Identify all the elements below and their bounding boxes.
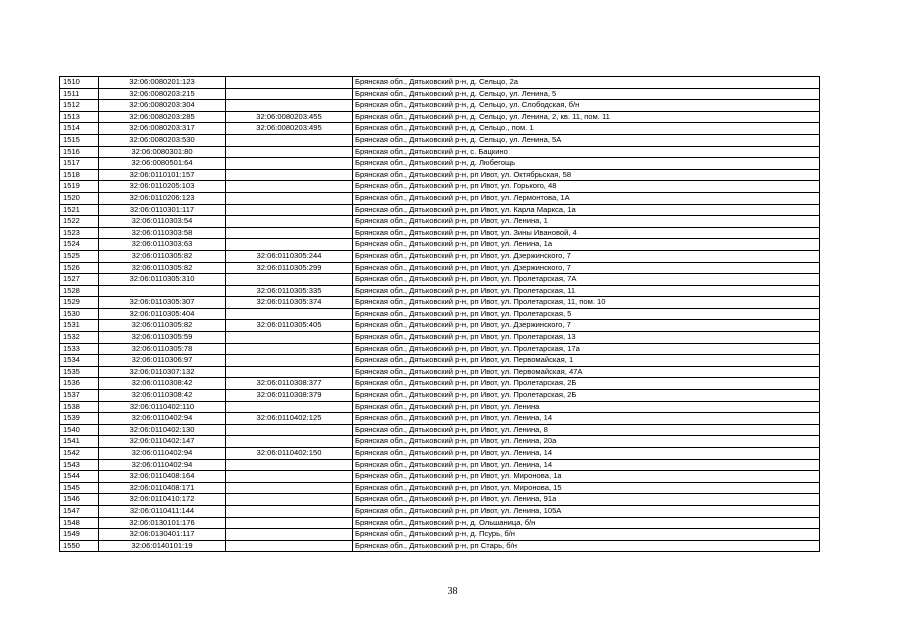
cadastral-number-cell: 32:06:0130401:117: [99, 529, 226, 541]
table-row: [60, 471, 820, 483]
row-number-cell: 1528: [60, 285, 99, 297]
premises-cadastral-number-cell: [226, 146, 353, 158]
premises-cadastral-number-cell: [226, 158, 353, 170]
table-row: [60, 413, 820, 425]
premises-cadastral-number-cell: [226, 529, 353, 541]
address-cell: Брянская обл., Дятьковский р-н, рп Ивот, ул. Октябрьская, 58: [353, 169, 820, 181]
row-number-cell: 1519: [60, 181, 99, 193]
row-number-cell: 1549: [60, 529, 99, 541]
cadastral-number-cell: 32:06:0110305:310: [99, 274, 226, 286]
address-cell: Брянская обл., Дятьковский р-н, рп Ивот, ул. Первомайская, 1: [353, 355, 820, 367]
row-number-cell: 1523: [60, 227, 99, 239]
table-row: [60, 146, 820, 158]
cadastral-number-cell: 32:06:0110410:172: [99, 494, 226, 506]
cadastral-number-cell: 32:06:0110305:82: [99, 320, 226, 332]
row-number-cell: 1539: [60, 413, 99, 425]
premises-cadastral-number-cell: [226, 332, 353, 344]
table-row: [60, 204, 820, 216]
row-number-cell: 1533: [60, 343, 99, 355]
table-row: [60, 297, 820, 309]
table-row: [60, 262, 820, 274]
row-number-cell: 1537: [60, 390, 99, 402]
address-cell: Брянская обл., Дятьковский р-н, рп Ивот, ул. Первомайская, 47А: [353, 366, 820, 378]
row-number-cell: 1517: [60, 158, 99, 170]
table-row: [60, 494, 820, 506]
table-row: [60, 343, 820, 355]
cadastral-number-cell: 32:06:0110305:78: [99, 343, 226, 355]
table-row: [60, 424, 820, 436]
row-number-cell: 1513: [60, 111, 99, 123]
address-cell: Брянская обл., Дятьковский р-н, рп Ивот, ул. Ленина, 1а: [353, 239, 820, 251]
table-row: [60, 320, 820, 332]
row-number-cell: 1527: [60, 274, 99, 286]
premises-cadastral-number-cell: 32:06:0110305:405: [226, 320, 353, 332]
cadastral-number-cell: 32:06:0110408:171: [99, 482, 226, 494]
table-row: [60, 285, 820, 297]
table-row: [60, 123, 820, 135]
premises-cadastral-number-cell: 32:06:0080203:495: [226, 123, 353, 135]
row-number-cell: 1544: [60, 471, 99, 483]
address-cell: Брянская обл., Дятьковский р-н, рп Ивот, ул. Дзержинского, 7: [353, 250, 820, 262]
premises-cadastral-number-cell: [226, 88, 353, 100]
table-row: [60, 250, 820, 262]
table-row: [60, 227, 820, 239]
cadastral-number-cell: 32:06:0080301:80: [99, 146, 226, 158]
cadastral-number-cell: 32:06:0080203:530: [99, 134, 226, 146]
row-number-cell: 1546: [60, 494, 99, 506]
table-row: [60, 181, 820, 193]
address-cell: Брянская обл., Дятьковский р-н, д. Ольшаница, б/н: [353, 517, 820, 529]
cadastral-number-cell: 32:06:0110305:307: [99, 297, 226, 309]
address-cell: Брянская обл., Дятьковский р-н, рп Ивот, ул. Ленина, 14: [353, 448, 820, 460]
table-row: [60, 274, 820, 286]
cadastral-number-cell: 32:06:0110402:94: [99, 448, 226, 460]
premises-cadastral-number-cell: [226, 134, 353, 146]
premises-cadastral-number-cell: [226, 77, 353, 89]
address-cell: Брянская обл., Дятьковский р-н, рп Ивот, ул. Пролетарская, 17а: [353, 343, 820, 355]
cadastral-number-cell: 32:06:0110303:54: [99, 216, 226, 228]
table-row: [60, 390, 820, 402]
address-cell: Брянская обл., Дятьковский р-н, рп Старь, б/н: [353, 540, 820, 552]
address-cell: Брянская обл., Дятьковский р-н, рп Ивот, ул. Пролетарская, 2Б: [353, 378, 820, 390]
row-number-cell: 1540: [60, 424, 99, 436]
register-table: [59, 76, 820, 552]
address-cell: Брянская обл., Дятьковский р-н, рп Ивот, ул. Ленина: [353, 401, 820, 413]
cadastral-number-cell: 32:06:0080201:123: [99, 77, 226, 89]
cadastral-number-cell: 32:06:0110408:164: [99, 471, 226, 483]
premises-cadastral-number-cell: [226, 227, 353, 239]
row-number-cell: 1515: [60, 134, 99, 146]
table-row: [60, 529, 820, 541]
cadastral-number-cell: 32:06:0110305:59: [99, 332, 226, 344]
cadastral-number-cell: 32:06:0080203:304: [99, 100, 226, 112]
address-cell: Брянская обл., Дятьковский р-н, рп Ивот, ул. Миронова, 1а: [353, 471, 820, 483]
table-row: [60, 88, 820, 100]
row-number-cell: 1547: [60, 505, 99, 517]
address-cell: Брянская обл., Дятьковский р-н, рп Ивот, ул. Пролетарская, 2Б: [353, 390, 820, 402]
table-row: [60, 77, 820, 89]
table-row: [60, 100, 820, 112]
cadastral-number-cell: 32:06:0080501:64: [99, 158, 226, 170]
cadastral-number-cell: 32:06:0110305:82: [99, 262, 226, 274]
table-row: [60, 540, 820, 552]
cadastral-number-cell: [99, 285, 226, 297]
row-number-cell: 1516: [60, 146, 99, 158]
row-number-cell: 1514: [60, 123, 99, 135]
table-row: [60, 505, 820, 517]
premises-cadastral-number-cell: [226, 169, 353, 181]
table-row: [60, 239, 820, 251]
premises-cadastral-number-cell: [226, 274, 353, 286]
address-cell: Брянская обл., Дятьковский р-н, рп Ивот, ул. Пролетарская, 5: [353, 308, 820, 320]
cadastral-number-cell: 32:06:0110305:82: [99, 250, 226, 262]
cadastral-number-cell: 32:06:0110301:117: [99, 204, 226, 216]
premises-cadastral-number-cell: [226, 482, 353, 494]
cadastral-number-cell: 32:06:0110303:58: [99, 227, 226, 239]
cadastral-number-cell: 32:06:0110411:144: [99, 505, 226, 517]
address-cell: Брянская обл., Дятьковский р-н, рп Ивот, ул. Ленина, 105А: [353, 505, 820, 517]
address-cell: Брянская обл., Дятьковский р-н, рп Ивот, ул. Ленина, 91а: [353, 494, 820, 506]
premises-cadastral-number-cell: [226, 100, 353, 112]
row-number-cell: 1542: [60, 448, 99, 460]
address-cell: Брянская обл., Дятьковский р-н, рп Ивот, ул. Карла Маркса, 1а: [353, 204, 820, 216]
row-number-cell: 1530: [60, 308, 99, 320]
table-row: [60, 459, 820, 471]
table-row: [60, 366, 820, 378]
premises-cadastral-number-cell: [226, 343, 353, 355]
premises-cadastral-number-cell: [226, 239, 353, 251]
cadastral-number-cell: 32:06:0080203:285: [99, 111, 226, 123]
row-number-cell: 1548: [60, 517, 99, 529]
row-number-cell: 1550: [60, 540, 99, 552]
row-number-cell: 1521: [60, 204, 99, 216]
cadastral-number-cell: 32:06:0110305:404: [99, 308, 226, 320]
cadastral-number-cell: 32:06:0110303:63: [99, 239, 226, 251]
address-cell: Брянская обл., Дятьковский р-н, рп Ивот, ул. Ленина, 20а: [353, 436, 820, 448]
row-number-cell: 1535: [60, 366, 99, 378]
row-number-cell: 1520: [60, 192, 99, 204]
address-cell: Брянская обл., Дятьковский р-н, д. Любегощь: [353, 158, 820, 170]
table-row: [60, 436, 820, 448]
table-row: [60, 482, 820, 494]
premises-cadastral-number-cell: 32:06:0080203:455: [226, 111, 353, 123]
premises-cadastral-number-cell: [226, 308, 353, 320]
cadastral-number-cell: 32:06:0110402:94: [99, 459, 226, 471]
address-cell: Брянская обл., Дятьковский р-н, рп Ивот, ул. Ленина, 8: [353, 424, 820, 436]
address-cell: Брянская обл., Дятьковский р-н, рп Ивот, ул. Дзержинского, 7: [353, 262, 820, 274]
address-cell: Брянская обл., Дятьковский р-н, д. Сельцо, ул. Ленина, 2, кв. 11, пом. 11: [353, 111, 820, 123]
premises-cadastral-number-cell: [226, 517, 353, 529]
address-cell: Брянская обл., Дятьковский р-н, д. Псурь, б/н: [353, 529, 820, 541]
table-row: [60, 308, 820, 320]
cadastral-number-cell: 32:06:0110306:97: [99, 355, 226, 367]
premises-cadastral-number-cell: [226, 505, 353, 517]
premises-cadastral-number-cell: 32:06:0110305:244: [226, 250, 353, 262]
row-number-cell: 1541: [60, 436, 99, 448]
row-number-cell: 1525: [60, 250, 99, 262]
address-cell: Брянская обл., Дятьковский р-н, д. Сельцо, 2а: [353, 77, 820, 89]
premises-cadastral-number-cell: [226, 424, 353, 436]
row-number-cell: 1526: [60, 262, 99, 274]
premises-cadastral-number-cell: [226, 366, 353, 378]
premises-cadastral-number-cell: [226, 540, 353, 552]
row-number-cell: 1543: [60, 459, 99, 471]
address-cell: Брянская обл., Дятьковский р-н, рп Ивот, ул. Пролетарская, 11: [353, 285, 820, 297]
address-cell: Брянская обл., Дятьковский р-н, д. Сельцо, ул. Слободская, б/н: [353, 100, 820, 112]
address-cell: Брянская обл., Дятьковский р-н, рп Ивот, ул. Пролетарская, 11, пом. 10: [353, 297, 820, 309]
table-row: [60, 401, 820, 413]
row-number-cell: 1532: [60, 332, 99, 344]
cadastral-number-cell: 32:06:0110308:42: [99, 390, 226, 402]
table-row: [60, 332, 820, 344]
premises-cadastral-number-cell: [226, 494, 353, 506]
cadastral-number-cell: 32:06:0080203:215: [99, 88, 226, 100]
address-cell: Брянская обл., Дятьковский р-н, рп Ивот, ул. Ленина, 14: [353, 413, 820, 425]
address-cell: Брянская обл., Дятьковский р-н, рп Ивот, ул. Дзержинского, 7: [353, 320, 820, 332]
premises-cadastral-number-cell: [226, 471, 353, 483]
table-row: [60, 355, 820, 367]
table-row: [60, 158, 820, 170]
row-number-cell: 1536: [60, 378, 99, 390]
premises-cadastral-number-cell: [226, 401, 353, 413]
cadastral-number-cell: 32:06:0110205:103: [99, 181, 226, 193]
address-cell: Брянская обл., Дятьковский р-н, рп Ивот, ул. Горького, 48: [353, 181, 820, 193]
table-row: [60, 169, 820, 181]
address-cell: Брянская обл., Дятьковский р-н, с. Бацкино: [353, 146, 820, 158]
premises-cadastral-number-cell: [226, 216, 353, 228]
register-table-body: [60, 77, 820, 552]
table-row: [60, 192, 820, 204]
premises-cadastral-number-cell: 32:06:0110308:377: [226, 378, 353, 390]
address-cell: Брянская обл., Дятьковский р-н, д. Сельцо., пом. 1: [353, 123, 820, 135]
premises-cadastral-number-cell: 32:06:0110305:299: [226, 262, 353, 274]
premises-cadastral-number-cell: [226, 204, 353, 216]
table-row: [60, 448, 820, 460]
row-number-cell: 1531: [60, 320, 99, 332]
cadastral-number-cell: 32:06:0110307:132: [99, 366, 226, 378]
row-number-cell: 1545: [60, 482, 99, 494]
row-number-cell: 1511: [60, 88, 99, 100]
address-cell: Брянская обл., Дятьковский р-н, рп Ивот, ул. Ленина, 14: [353, 459, 820, 471]
premises-cadastral-number-cell: [226, 436, 353, 448]
table-row: [60, 134, 820, 146]
premises-cadastral-number-cell: [226, 181, 353, 193]
premises-cadastral-number-cell: 32:06:0110308:379: [226, 390, 353, 402]
table-row: [60, 517, 820, 529]
page-number: 38: [447, 586, 458, 597]
row-number-cell: 1522: [60, 216, 99, 228]
premises-cadastral-number-cell: [226, 459, 353, 471]
table-row: [60, 216, 820, 228]
premises-cadastral-number-cell: 32:06:0110305:335: [226, 285, 353, 297]
premises-cadastral-number-cell: [226, 355, 353, 367]
cadastral-number-cell: 32:06:0110308:42: [99, 378, 226, 390]
cadastral-number-cell: 32:06:0140101:19: [99, 540, 226, 552]
premises-cadastral-number-cell: [226, 192, 353, 204]
address-cell: Брянская обл., Дятьковский р-н, рп Ивот, ул. Миронова, 15: [353, 482, 820, 494]
table-row: [60, 378, 820, 390]
cadastral-number-cell: 32:06:0110402:110: [99, 401, 226, 413]
address-cell: Брянская обл., Дятьковский р-н, рп Ивот, ул. Зины Ивановой, 4: [353, 227, 820, 239]
row-number-cell: 1518: [60, 169, 99, 181]
row-number-cell: 1510: [60, 77, 99, 89]
row-number-cell: 1538: [60, 401, 99, 413]
cadastral-number-cell: 32:06:0130101:176: [99, 517, 226, 529]
table-row: [60, 111, 820, 123]
row-number-cell: 1529: [60, 297, 99, 309]
address-cell: Брянская обл., Дятьковский р-н, рп Ивот, ул. Ленина, 1: [353, 216, 820, 228]
cadastral-number-cell: 32:06:0080203:317: [99, 123, 226, 135]
premises-cadastral-number-cell: 32:06:0110305:374: [226, 297, 353, 309]
address-cell: Брянская обл., Дятьковский р-н, рп Ивот, ул. Лермонтова, 1А: [353, 192, 820, 204]
cadastral-number-cell: 32:06:0110402:147: [99, 436, 226, 448]
cadastral-number-cell: 32:06:0110206:123: [99, 192, 226, 204]
cadastral-number-cell: 32:06:0110402:94: [99, 413, 226, 425]
address-cell: Брянская обл., Дятьковский р-н, рп Ивот, ул. Пролетарская, 13: [353, 332, 820, 344]
row-number-cell: 1534: [60, 355, 99, 367]
address-cell: Брянская обл., Дятьковский р-н, рп Ивот, ул. Пролетарская, 7А: [353, 274, 820, 286]
premises-cadastral-number-cell: 32:06:0110402:150: [226, 448, 353, 460]
cadastral-number-cell: 32:06:0110402:130: [99, 424, 226, 436]
premises-cadastral-number-cell: 32:06:0110402:125: [226, 413, 353, 425]
address-cell: Брянская обл., Дятьковский р-н, д. Сельцо, ул. Ленина, 5: [353, 88, 820, 100]
row-number-cell: 1524: [60, 239, 99, 251]
cadastral-number-cell: 32:06:0110101:157: [99, 169, 226, 181]
row-number-cell: 1512: [60, 100, 99, 112]
address-cell: Брянская обл., Дятьковский р-н, д. Сельцо, ул. Ленина, 5А: [353, 134, 820, 146]
